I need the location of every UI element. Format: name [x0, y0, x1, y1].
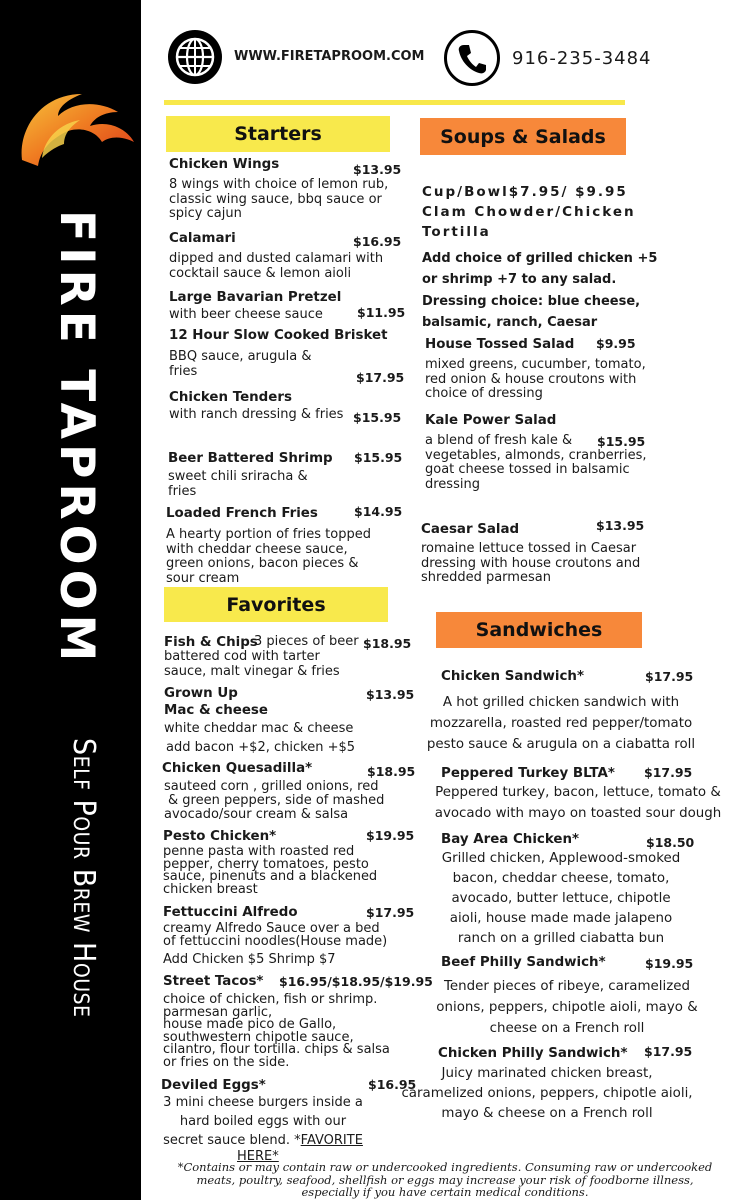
soup-names: Clam Chowder/Chicken Tortilla: [422, 204, 636, 240]
menu-item-desc: creamy Alfredo Sauce over a bed of fettuccini noodles(House made) Add Chicken $5 Shrimp $7: [163, 921, 388, 967]
menu-item-desc: choice of chicken, fish or shrimp. parmesan garlic, house made pico de Gallo, southwestern chipotle sauce, cilantro, flour tortilla. chips & salsa or fries on the side.: [163, 992, 390, 1070]
menu-item-name: Calamari: [169, 231, 236, 246]
menu-item-name: Bay Area Chicken*: [441, 832, 580, 847]
menu-item-desc: with beer cheese sauce: [169, 307, 323, 322]
menu-item-desc: with ranch dressing & fries: [169, 407, 344, 422]
menu-item-name: Chicken Tenders: [169, 390, 292, 405]
menu-item-name: Large Bavarian Pretzel: [169, 290, 342, 305]
menu-item-price: $13.95: [353, 162, 402, 177]
menu-item-name: Fettuccini Alfredo: [163, 905, 298, 920]
brand-subtitle: Self Pour Brew House: [66, 738, 101, 1018]
menu-item-price: $16.95: [353, 234, 402, 249]
menu-item-desc: Juicy marinated chicken breast, caramelized onions, peppers, chipotle aioli, mayo & cheese on a French roll: [401, 1066, 693, 1121]
brand-sidebar: [0, 0, 141, 1200]
sandwiches-heading: Sandwiches: [436, 612, 642, 648]
menu-item-price: $15.95: [597, 434, 646, 449]
menu-item-name: Kale Power Salad: [425, 413, 557, 428]
website-link[interactable]: WWW.FIRETAPROOM.COM: [234, 49, 425, 64]
menu-item-price: $19.95: [366, 828, 415, 843]
flame-logo-icon: [18, 88, 136, 166]
menu-item-name: Beef Philly Sandwich*: [441, 955, 606, 970]
menu-item-name: Chicken Sandwich*: [441, 669, 584, 684]
menu-item-name: Deviled Eggs*: [161, 1078, 266, 1093]
menu-item-price: $16.95: [368, 1077, 417, 1092]
phone-number[interactable]: 916-235-3484: [512, 48, 652, 69]
menu-item-desc: a blend of fresh kale & vegetables, almonds, cranberries, goat cheese tossed in balsamic dressing: [425, 433, 647, 492]
menu-item-desc: Peppered turkey, bacon, lettuce, tomato & avocado with mayo on toasted sour dough: [434, 785, 722, 821]
menu-item-price: $15.95: [354, 450, 403, 465]
phone-icon[interactable]: [444, 30, 500, 86]
menu-item-price: $13.95: [366, 687, 415, 702]
favorites-heading: Favorites: [164, 587, 388, 622]
menu-item-name: Chicken Quesadilla*: [162, 761, 313, 776]
menu-item-price: $16.95/$18.95/$19.95: [279, 974, 433, 989]
menu-item-price: $11.95: [357, 305, 406, 320]
menu-item-desc: penne pasta with roasted red pepper, cherry tomatoes, pesto sauce, pinenuts and a blackened chicken breast: [163, 844, 378, 897]
menu-item-price: $14.95: [354, 504, 403, 519]
menu-item-name: Fish & Chips: [164, 635, 258, 650]
menu-item-price: $17.95: [356, 370, 405, 385]
menu-item-name: Peppered Turkey BLTA*: [441, 766, 615, 781]
menu-item-price: $17.95: [644, 1044, 693, 1059]
soups-salads-heading: Soups & Salads: [420, 118, 626, 155]
brand-title: FIRE TAPROOM: [49, 210, 104, 667]
salad-add-protein: Add choice of grilled chicken +5 or shrimp +7 to any salad.: [422, 251, 658, 287]
menu-item-desc: A hot grilled chicken sandwich with mozzarella, roasted red pepper/tomato pesto sauce & arugula on a ciabatta roll: [426, 695, 696, 752]
menu-item-price: $17.95: [644, 765, 693, 780]
menu-item-price: $9.95: [596, 336, 636, 351]
menu-item-name: Loaded French Fries: [166, 506, 318, 521]
menu-item-desc: battered cod with tarter sauce, malt vinegar & fries: [164, 649, 340, 679]
allergen-disclaimer: *Contains or may contain raw or undercooked ingredients. Consuming raw or undercooked meats, poultry, seafood, shellfish or eggs may increase your risk of foodborne illness, especially if you have certain medical conditions.: [177, 1160, 713, 1199]
header-divider: [164, 100, 625, 105]
menu-item-desc: BBQ sauce, arugula & fries: [169, 349, 312, 379]
menu-item-desc: 3 pieces of beer: [254, 634, 359, 649]
starters-heading: Starters: [166, 116, 390, 152]
menu-item-name: Chicken Philly Sandwich*: [438, 1046, 628, 1061]
menu-item-name: 12 Hour Slow Cooked Brisket: [169, 328, 388, 343]
menu-item-name: Street Tacos*: [163, 974, 264, 989]
menu-item-price: $18.50: [646, 835, 695, 850]
menu-item-name: Pesto Chicken*: [163, 829, 277, 844]
menu-item-desc: Tender pieces of ribeye, caramelized onions, peppers, chipotle aioli, mayo & cheese on a French roll: [436, 979, 698, 1036]
favorite-here-note: HERE*: [237, 1149, 279, 1164]
menu-item-desc: A hearty portion of fries topped with cheddar cheese sauce, green onions, bacon pieces & sour cream: [166, 527, 371, 586]
menu-item-desc: Grilled chicken, Applewood-smoked bacon, cheddar cheese, tomato, avocado, butter lettuce, chipotle aioli, house made made jalapeno ranch on a grilled ciabatta bun: [441, 851, 681, 946]
menu-item-price: $13.95: [596, 518, 645, 533]
menu-item-price: $15.95: [353, 410, 402, 425]
menu-item-name: House Tossed Salad: [425, 337, 575, 352]
menu-item-price: $18.95: [367, 764, 416, 779]
menu-item-name: Beer Battered Shrimp: [168, 451, 333, 466]
menu-item-name: Chicken Wings: [169, 157, 280, 172]
menu-item-price: $19.95: [645, 956, 694, 971]
menu-item-price: $17.95: [645, 669, 694, 684]
menu-item-desc: white cheddar mac & cheese add bacon +$2, chicken +$5: [164, 721, 356, 755]
dressing-choice: Dressing choice: blue cheese, balsamic, ranch, Caesar: [422, 294, 641, 330]
soup-cup-bowl-price: Cup/Bowl$7.95/ $9.95: [422, 184, 628, 200]
menu-item-name: Caesar Salad: [421, 522, 520, 537]
menu-item-desc: 8 wings with choice of lemon rub, classic wing sauce, bbq sauce or spicy cajun: [169, 177, 389, 221]
menu-item-desc: sweet chili sriracha & fries: [168, 469, 308, 499]
menu-item-price: $17.95: [366, 905, 415, 920]
menu-item-desc: mixed greens, cucumber, tomato, red onion & house croutons with choice of dressing: [425, 357, 646, 401]
menu-item-name: Grown Up Mac & cheese: [164, 686, 268, 718]
globe-icon[interactable]: [168, 30, 222, 84]
menu-item-desc: romaine lettuce tossed in Caesar dressing with house croutons and shredded parmesan: [421, 541, 641, 585]
menu-item-desc: 3 mini cheese burgers inside a hard boiled eggs with our secret sauce blend. *FAVORITE: [163, 1095, 363, 1148]
menu-item-desc: sauteed corn , grilled onions, red & green peppers, side of mashed avocado/sour cream & salsa: [164, 779, 385, 822]
menu-item-desc: dipped and dusted calamari with cocktail sauce & lemon aioli: [169, 251, 384, 281]
menu-item-price: $18.95: [363, 636, 412, 651]
